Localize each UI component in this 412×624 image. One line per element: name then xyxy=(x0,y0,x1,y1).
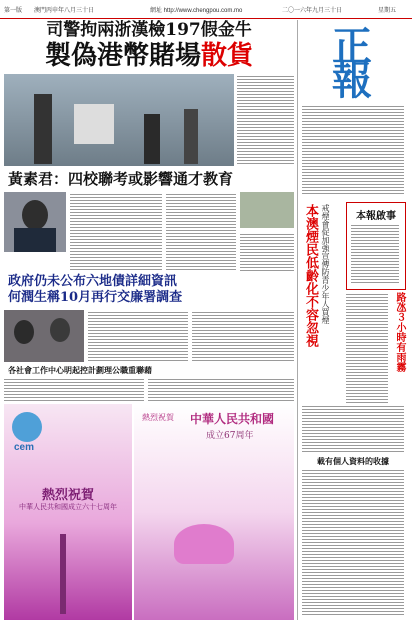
main-headline xyxy=(4,41,294,71)
third-story-text xyxy=(88,310,188,362)
notice-box xyxy=(346,202,406,290)
third-headline-1: 政府仍未公布六地債詳細資訊 xyxy=(8,274,178,289)
receipt-notice-title: 載有個人資料的收據 xyxy=(317,456,389,466)
side-subheadline: 戒煙會促加強宣傳防青少年人買煙 xyxy=(321,204,330,324)
lotus-ad xyxy=(134,404,294,620)
fourth-headline: 各社會工作中心明起控計劃理公職重聯藉 xyxy=(8,365,152,375)
second-story-text xyxy=(70,192,162,272)
side-column xyxy=(297,20,409,620)
third-headline-2: 何潤生稱10月再行交廉署調查 xyxy=(8,290,183,305)
cem-logo-text: cem xyxy=(14,442,35,453)
newspaper-logo: 正報 xyxy=(332,23,378,104)
event-story-text xyxy=(240,232,294,272)
receipt-notice-text xyxy=(302,468,404,616)
fourth-story-text xyxy=(4,377,144,401)
cem-logo-icon xyxy=(12,412,42,442)
notice-title: 本報啟事 xyxy=(356,211,396,222)
cem-greeting: 熱烈祝賀 xyxy=(41,488,94,503)
third-story-text-2 xyxy=(192,310,294,362)
page-label: 第一版 xyxy=(4,8,23,14)
weather-headline: 路氹３小時有雨霧 xyxy=(394,292,405,372)
date-left: 澳門丙申年八月三十日 xyxy=(34,8,95,14)
cem-ad xyxy=(4,404,132,620)
lead-photo xyxy=(4,74,234,166)
main-column xyxy=(4,20,294,620)
side-story-text-2 xyxy=(302,404,404,452)
lotus-title: 中華人民共和國 xyxy=(190,412,275,426)
masthead-bar xyxy=(0,0,412,19)
kicker-headline: 司警拘兩浙漢檢197假金牛 xyxy=(46,20,252,40)
website-link[interactable]: 網址 http://www.chengpou.com.mo xyxy=(150,8,243,14)
event-photo xyxy=(240,192,294,228)
lotus-greeting: 熱烈祝賀 xyxy=(142,413,174,422)
second-headline: 黃素君：四校聯考或影響通才教育 xyxy=(8,170,234,188)
main-headline-highlight: 散貨 xyxy=(201,41,254,71)
side-red-headline: 本澳煙民低齡化不容忽視 xyxy=(303,204,318,347)
lead-story-text xyxy=(237,74,294,166)
weekday: 星期五 xyxy=(378,8,397,14)
main-headline-text: 製偽港幣賭場 xyxy=(44,41,201,71)
side-info-text xyxy=(302,104,404,196)
notice-text xyxy=(351,223,399,283)
second-story-text-2 xyxy=(166,192,236,272)
date-right: 二〇一六年九月三十日 xyxy=(282,8,343,14)
lotus-flower-icon xyxy=(174,524,234,564)
cem-subtitle: 中華人民共和國成立六十七周年 xyxy=(19,503,117,511)
lotus-subtitle: 成立67周年 xyxy=(206,431,254,441)
official-portrait xyxy=(4,192,66,252)
fourth-story-text-2 xyxy=(148,377,294,401)
tower-silhouette xyxy=(60,534,66,614)
greeting-ads xyxy=(4,404,294,620)
press-photo xyxy=(4,310,84,362)
